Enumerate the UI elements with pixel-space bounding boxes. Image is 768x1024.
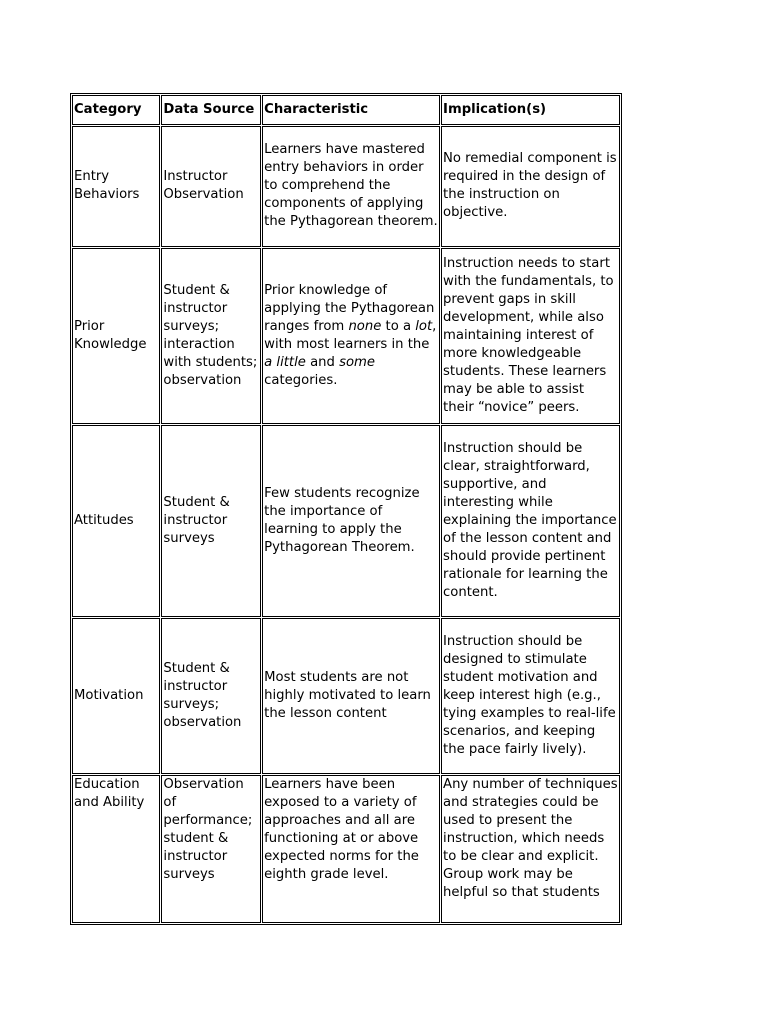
category-cell: Prior Knowledge bbox=[72, 248, 160, 424]
category-cell: Entry Behaviors bbox=[72, 126, 160, 246]
category-cell: Education and Ability bbox=[72, 775, 160, 923]
header-data-source: Data Source bbox=[161, 95, 261, 125]
table-row bbox=[72, 248, 620, 424]
characteristic-cell: Few students recognize the importance of learning to apply the Pythagorean Theorem. bbox=[262, 425, 440, 617]
emphasis-none: none bbox=[348, 318, 382, 334]
characteristic-cell bbox=[262, 248, 440, 424]
characteristic-cell: Learners have been exposed to a variety of approaches and all are functioning at or above expected norms for the eighth grade level. bbox=[262, 775, 440, 923]
implication-cell: Instruction needs to start with the fundamentals, to prevent gaps in skill development, while also maintaining interest of more knowledgeable students. These learners may be able to assist their “novice” peers. bbox=[441, 248, 620, 424]
characteristic-text: to a bbox=[381, 318, 416, 334]
characteristic-cell: Most students are not highly motivated to learn the lesson content bbox=[262, 618, 440, 775]
data-source-cell: Observation of performance; student & instructor surveys bbox=[161, 775, 261, 923]
table-row bbox=[72, 775, 620, 923]
table-row bbox=[72, 618, 620, 775]
implication-cell: Any number of techniques and strategies could be used to present the instruction, which needs to be clear and explicit. Group work may be helpful so that students bbox=[441, 775, 620, 923]
table-row bbox=[72, 425, 620, 617]
data-source-cell: Instructor Observation bbox=[161, 126, 261, 246]
header-characteristic: Characteristic bbox=[262, 95, 440, 125]
category-cell: Motivation bbox=[72, 618, 160, 775]
emphasis-a-little: a little bbox=[264, 354, 306, 370]
learner-analysis-table bbox=[70, 93, 622, 925]
data-source-cell: Student & instructor surveys; interaction with students; observation bbox=[161, 248, 261, 424]
characteristic-text: categories. bbox=[264, 372, 338, 388]
emphasis-some: some bbox=[339, 354, 375, 370]
characteristic-text: and bbox=[305, 354, 340, 370]
header-implications: Implication(s) bbox=[441, 95, 620, 125]
table-row bbox=[72, 126, 620, 246]
characteristic-cell: Learners have mastered entry behaviors in order to comprehend the components of applying the Pythagorean theorem. bbox=[262, 126, 440, 246]
emphasis-lot: lot bbox=[415, 318, 433, 334]
header-category: Category bbox=[72, 95, 160, 125]
implication-cell: No remedial component is required in the design of the instruction on objective. bbox=[441, 126, 620, 246]
table-header-row bbox=[72, 95, 620, 125]
characteristic-text: Prior knowledge of applying the Pythagorean ranges from bbox=[264, 282, 435, 334]
data-source-cell: Student & instructor surveys bbox=[161, 425, 261, 617]
characteristic-text: , with most learners in the bbox=[264, 318, 437, 352]
data-source-cell: Student & instructor surveys; observation bbox=[161, 618, 261, 775]
implication-cell: Instruction should be designed to stimulate student motivation and keep interest high (e.g., tying examples to real-life scenarios, and keeping the pace fairly lively). bbox=[441, 618, 620, 775]
implication-cell: Instruction should be clear, straightforward, supportive, and interesting while explaining the importance of the lesson content and should provide pertinent rationale for learning the content. bbox=[441, 425, 620, 617]
category-cell: Attitudes bbox=[72, 425, 160, 617]
